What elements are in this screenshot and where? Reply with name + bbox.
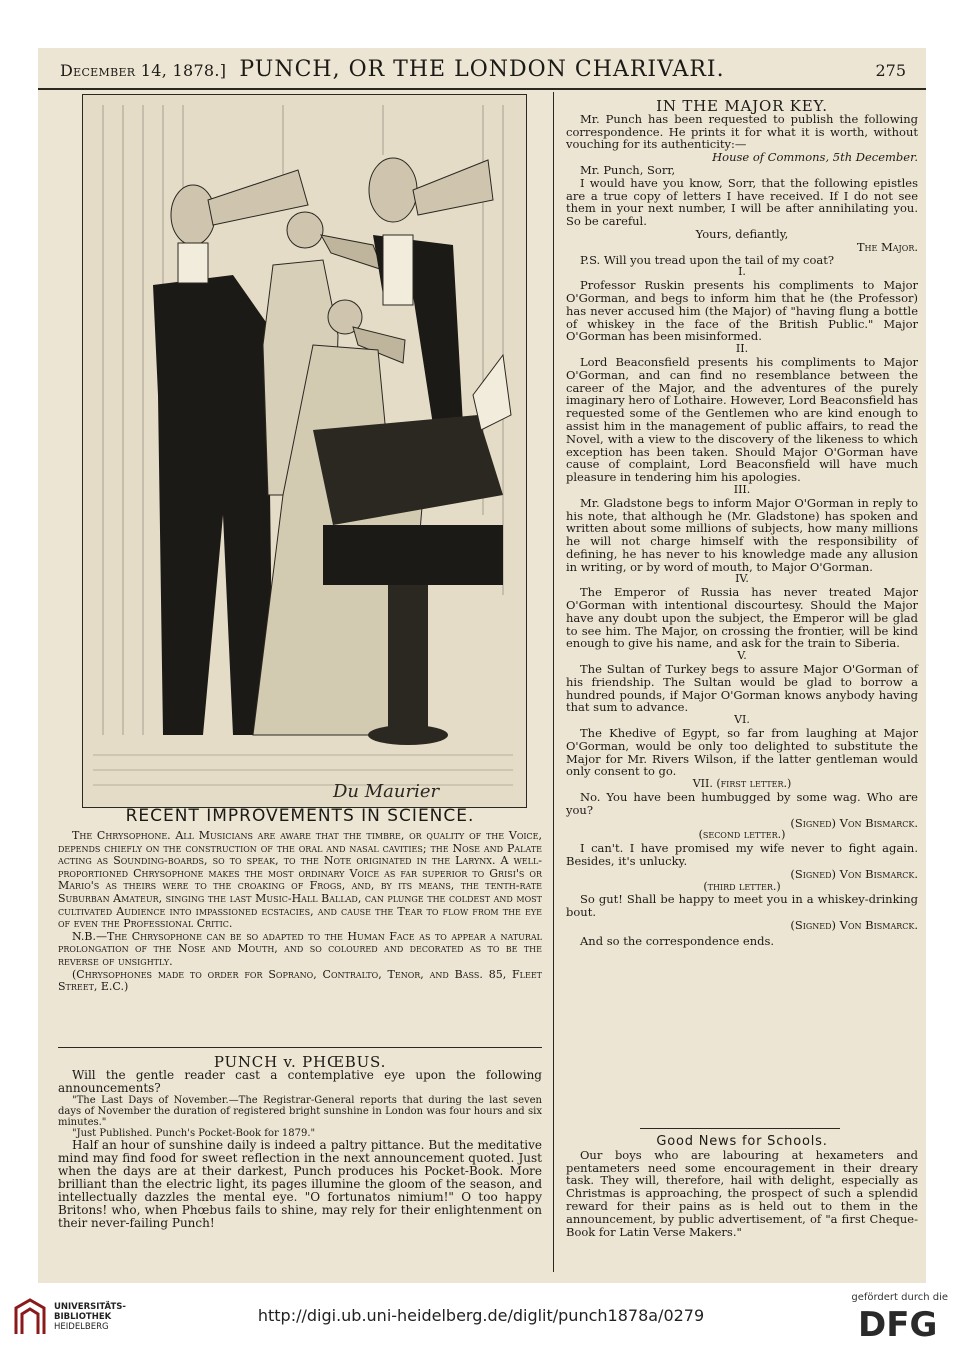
caption-title: RECENT IMPROVEMENTS IN SCIENCE. (125, 806, 475, 826)
caption-address: (Chrysophones made to order for Soprano, Contralto, Tenor, and Bass. 85, Fleet Street, E.C.) (58, 967, 542, 994)
column-divider (553, 92, 554, 1272)
quoted-report: "The Last Days of November.—The Registrar-General reports that during the last seven days of November the duration of registered bright sunshine in London was four hours and six minutes." (58, 1095, 542, 1128)
bismarck-third: So gut! Shall be happy to meet you in a whiskey-drinking bout. (566, 892, 918, 920)
letter-russia: The Emperor of Russia has never treated Major O'Gorman with intentional discourtesy. Should the Major have any doubt upon the subject, the Emperor will be glad to see him. The Major, on crossing the frontier, will be kind enough to give his name, and ask for the train to Siberia. (566, 585, 918, 651)
letter-egypt: The Khedive of Egypt, so far from laughing at Major O'Gorman, would be only too delighted to substitute the Major for Mr. Rivers Wilson, if the latter gentleman would only consent to go. (566, 726, 918, 779)
article-body: Half an hour of sunshine daily is indeed a paltry pittance. But the meditative mind may find food for sweet reflection in the next announcement quoted. Just when the days are at their darkest, Punch produces his Pocket-Book. More brilliant than the electric light, its pages illumine the gloom of the season, and intellectually dazzles the mental eye. "O fortunatos nimium!" O too happy Britons! who, when Phœbus fails to shine, may rely for their enlightenment on their never-failing Punch! (58, 1138, 542, 1230)
numeral-7: VII. (first letter.) (692, 777, 792, 791)
punch-phoebus-article (58, 1053, 542, 1230)
artist-signature: Du Maurier (333, 781, 440, 802)
article-title: PUNCH v. PHŒBUS. (213, 1053, 387, 1071)
bismarck-first: No. You have been humbugged by some wag. Who are you? (566, 790, 918, 817)
right-separator (640, 1128, 840, 1129)
article-intro: Will the gentle reader cast a contemplative eye upon the following announcements? (58, 1068, 542, 1095)
major-key-intro: Mr. Punch has been requested to publish the following correspondence. He prints it for what it is worth, without vouching for its authenticity:— (566, 111, 918, 152)
illustration (82, 94, 527, 808)
bismarck-signature-3: (Signed) Von Bismarck. (790, 918, 918, 932)
university-name: UNIVERSITÄTS- BIBLIOTHEK HEIDELBERG (54, 1302, 126, 1332)
third-letter-label: (third letter.) (703, 879, 781, 893)
caption-paragraph: The Chrysophone. All Musicians are aware that the timbre, or quality of the Voice, depends chiefly on the construction of the oral and nasal cavities; the Nose and Palate acting as Sounding-boards, so to speak, to the Note originated in the Larynx. A well-proportioned Chrysophone makes the most ordinary Voice as far superior to Grisi's or Mario's as theirs were to the croaking of Frogs, and, by its means, the tenth-rate Suburban Amateur, singing the last Music-Hall Ballad, can plunge the coldest and most cultivated Audience into impassioned ecstacies, and cause the Tear to flow from the eye of even the Professional Critic. (58, 829, 542, 931)
funded-by-label: gefördert durch die (851, 1292, 948, 1303)
header-title: PUNCH, OR THE LONDON CHARIVARI. (239, 57, 725, 82)
numeral-4: IV. (735, 572, 749, 586)
letter-signer: The Major. (856, 239, 918, 254)
major-key-article (566, 97, 918, 948)
numeral-5: V. (737, 649, 747, 663)
dateline: House of Commons, 5th December. (712, 150, 918, 165)
numeral-1: I. (738, 265, 746, 279)
svg-text:DFG: DFG (858, 1305, 938, 1340)
good-news-body: Our boys who are labouring at hexameters and pentameters need some encouragement in their dreary task. They will, therefore, hail with delight, especially as Christmas is approaching, the prospect of such a splendid reward for their pains as is held out to them in the announcement, by public advertisement, of "a first Cheque-Book for Latin Verse Makers." (566, 1147, 918, 1239)
footer-bar (0, 1290, 962, 1349)
header-date: December 14, 1878.] (60, 61, 227, 80)
correspondence-end: And so the correspondence ends. (580, 933, 775, 948)
caption-note: N.B.—The Chrysophone can be so adapted to the Human Face as to appear a natural prolongation of the Nose and Mouth, and so coloured and decorated as to be the reverse of unsightly. (58, 929, 542, 968)
chrysophone-engraving (83, 95, 526, 807)
letter-turkey: The Sultan of Turkey begs to assure Major O'Gorman of his friendship. The Sultan would be glad to borrow a hundred pounds, if Major O'Gorman knows anybody having that sum to advance. (566, 662, 918, 715)
letter-gladstone: Mr. Gladstone begs to inform Major O'Gorman in reply to his note, that although he (Mr. Gladstone) has spoken and written about some millions of subjects, how many millions he will not charge himself with the responsibility of defining, he has never to his knowledge made any allusion in writing, or by word of mouth, to Major O'Gorman. (566, 495, 918, 574)
major-key-title: IN THE MAJOR KEY. (656, 97, 828, 115)
postscript: P.S. Will you tread upon the tail of my coat? (580, 252, 835, 267)
quoted-announcement: "Just Published. Punch's Pocket-Book for 1879." (72, 1128, 316, 1139)
source-url[interactable]: http://digi.ub.uni-heidelberg.de/diglit/punch1878a/0279 (257, 1306, 705, 1325)
letter-beaconsfield: Lord Beaconsfield presents his compliments to Major O'Gorman, and can find no resemblance between the career of the Major, and the adventures of the purely imaginary hero of Lothaire. However, Lord Beaconsfield has requested some of the Gentlemen who are kind enough to assist him in the management of public affairs, to read the Novel, with a view to the discovery of the likeness to which exception has been taken. Should Major O'Gorman have cause of complaint, Lord Beaconsfield will have much pleasure in tendering him his apologies. (566, 354, 918, 485)
salutation: Mr. Punch, Sorr, (580, 162, 676, 177)
numeral-6: VI. (734, 713, 750, 727)
dfg-logo-icon (856, 1304, 948, 1340)
bismarck-second: I can't. I have promised my wife never to fight again. Besides, it's unlucky. (566, 841, 918, 869)
page-header (38, 54, 926, 88)
numeral-2: II. (735, 342, 749, 356)
bismarck-signature-1: (Signed) Von Bismarck. (790, 815, 918, 830)
header-rule (38, 88, 926, 90)
numeral-3: III. (733, 482, 751, 496)
major-letter: I would have you know, Sorr, that the following epistles are a true copy of letters I have received. If I do not see them in your next number, I will be after annihilating you. So be careful. (566, 175, 918, 229)
good-news-article (566, 1136, 918, 1238)
left-column (58, 830, 542, 994)
bismarck-signature-2: (Signed) Von Bismarck. (790, 866, 918, 881)
good-news-title: Good News for Schools. (656, 1134, 828, 1149)
letter-closing: Yours, defiantly, (695, 226, 789, 241)
left-separator (58, 1047, 542, 1048)
second-letter-label: (second letter.) (698, 828, 786, 842)
page-number: 275 (875, 61, 906, 80)
letter-ruskin: Professor Ruskin presents his compliments to Major O'Gorman, and begs to inform him that he (the Professor) has never accused him (the Major) of "having flung a bottle of whiskey in the face of the British Public." Major O'Gorman has been misinformed. (566, 278, 918, 344)
